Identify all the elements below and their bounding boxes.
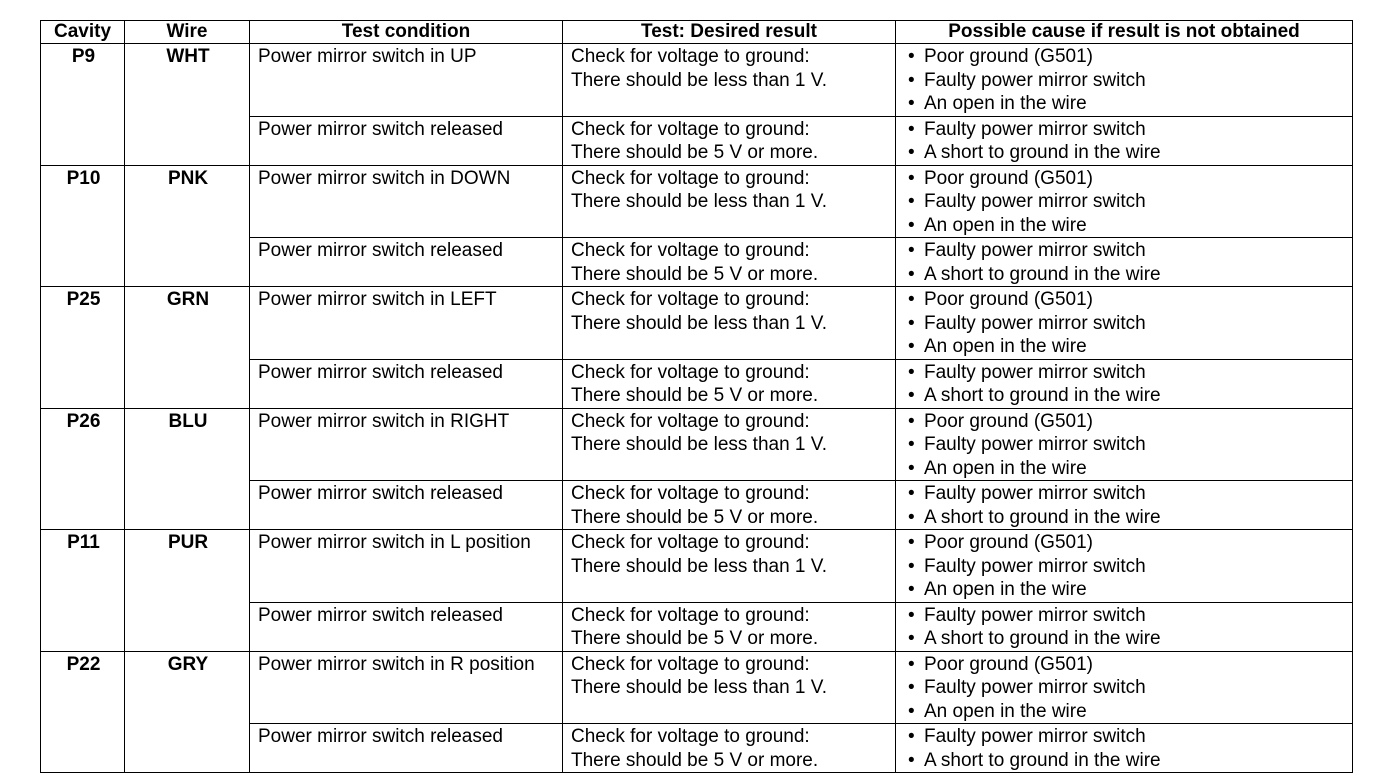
result-instruction: Check for voltage to ground: bbox=[571, 483, 810, 504]
header-test-condition: Test condition bbox=[250, 21, 563, 44]
result-instruction: Check for voltage to ground: bbox=[571, 46, 810, 67]
result-expectation: There should be 5 V or more. bbox=[571, 142, 819, 163]
cause-list bbox=[904, 167, 1346, 238]
table-row bbox=[41, 408, 1353, 481]
result-expectation: There should be less than 1 V. bbox=[571, 434, 827, 455]
desired-result-cell bbox=[563, 481, 896, 530]
cause-item: • A short to ground in the wire bbox=[904, 627, 1346, 651]
cause-item: • Poor ground (G501) bbox=[904, 167, 1346, 191]
test-condition-cell: Power mirror switch in L position bbox=[250, 530, 563, 603]
cause-item: • Faulty power mirror switch bbox=[904, 239, 1346, 263]
possible-cause-cell bbox=[896, 724, 1353, 773]
cause-item: • A short to ground in the wire bbox=[904, 384, 1346, 408]
cause-item: • An open in the wire bbox=[904, 700, 1346, 724]
table-row bbox=[41, 530, 1353, 603]
possible-cause-cell bbox=[896, 602, 1353, 651]
cause-list bbox=[904, 410, 1346, 481]
desired-result-cell bbox=[563, 165, 896, 238]
cause-item: • An open in the wire bbox=[904, 92, 1346, 116]
cause-list bbox=[904, 725, 1346, 772]
wire-color-cell: WHT bbox=[125, 44, 250, 166]
possible-cause-cell bbox=[896, 44, 1353, 117]
cause-item: • Faulty power mirror switch bbox=[904, 604, 1346, 628]
result-instruction: Check for voltage to ground: bbox=[571, 726, 810, 747]
troubleshooting-table bbox=[40, 20, 1353, 773]
table-row bbox=[41, 44, 1353, 117]
cause-item: • Poor ground (G501) bbox=[904, 653, 1346, 677]
cause-item: • An open in the wire bbox=[904, 457, 1346, 481]
desired-result-cell bbox=[563, 651, 896, 724]
cavity-cell: P26 bbox=[41, 408, 125, 530]
possible-cause-cell bbox=[896, 408, 1353, 481]
cause-item: • A short to ground in the wire bbox=[904, 749, 1346, 773]
cause-list bbox=[904, 482, 1346, 529]
cause-item: • Faulty power mirror switch bbox=[904, 555, 1346, 579]
possible-cause-cell bbox=[896, 651, 1353, 724]
desired-result-cell bbox=[563, 530, 896, 603]
desired-result-cell bbox=[563, 238, 896, 287]
cause-item: • Faulty power mirror switch bbox=[904, 725, 1346, 749]
table-row bbox=[41, 165, 1353, 238]
cause-item: • Faulty power mirror switch bbox=[904, 361, 1346, 385]
cavity-cell: P22 bbox=[41, 651, 125, 773]
possible-cause-cell bbox=[896, 481, 1353, 530]
result-expectation: There should be less than 1 V. bbox=[571, 555, 827, 577]
troubleshooting-table-container bbox=[40, 20, 1353, 773]
cause-item: • Poor ground (G501) bbox=[904, 531, 1346, 555]
cause-item: • Faulty power mirror switch bbox=[904, 312, 1346, 336]
desired-result-cell bbox=[563, 44, 896, 117]
cause-item: • Faulty power mirror switch bbox=[904, 676, 1346, 700]
cause-list bbox=[904, 45, 1346, 116]
test-condition-cell: Power mirror switch released bbox=[250, 359, 563, 408]
cause-list bbox=[904, 118, 1346, 165]
result-expectation: There should be less than 1 V. bbox=[571, 312, 827, 334]
result-instruction: Check for voltage to ground: bbox=[571, 167, 810, 189]
cause-list bbox=[904, 531, 1346, 602]
cause-item: • Poor ground (G501) bbox=[904, 45, 1346, 69]
possible-cause-cell bbox=[896, 116, 1353, 165]
possible-cause-cell bbox=[896, 287, 1353, 360]
test-condition-cell: Power mirror switch in LEFT bbox=[250, 287, 563, 360]
wire-color-cell: GRN bbox=[125, 287, 250, 409]
cause-list bbox=[904, 239, 1346, 286]
possible-cause-cell bbox=[896, 238, 1353, 287]
wire-color-cell: PUR bbox=[125, 530, 250, 652]
cavity-cell: P10 bbox=[41, 165, 125, 287]
test-condition-cell: Power mirror switch released bbox=[250, 238, 563, 287]
table-row bbox=[41, 651, 1353, 724]
possible-cause-cell bbox=[896, 359, 1353, 408]
cause-item: • An open in the wire bbox=[904, 335, 1346, 359]
cause-item: • Poor ground (G501) bbox=[904, 410, 1346, 434]
result-expectation: There should be 5 V or more. bbox=[571, 385, 819, 406]
cause-item: • A short to ground in the wire bbox=[904, 263, 1346, 287]
cause-item: • An open in the wire bbox=[904, 214, 1346, 238]
result-instruction: Check for voltage to ground: bbox=[571, 532, 810, 553]
test-condition-cell: Power mirror switch released bbox=[250, 602, 563, 651]
result-instruction: Check for voltage to ground: bbox=[571, 604, 810, 626]
desired-result-cell bbox=[563, 408, 896, 481]
cause-item: • Poor ground (G501) bbox=[904, 288, 1346, 312]
cause-item: • A short to ground in the wire bbox=[904, 141, 1346, 165]
test-condition-cell: Power mirror switch released bbox=[250, 724, 563, 773]
test-condition-cell: Power mirror switch in R position bbox=[250, 651, 563, 724]
wire-color-cell: BLU bbox=[125, 408, 250, 530]
header-wire: Wire bbox=[125, 21, 250, 44]
result-instruction: Check for voltage to ground: bbox=[571, 361, 810, 383]
result-expectation: There should be 5 V or more. bbox=[571, 263, 819, 285]
cause-item: • Faulty power mirror switch bbox=[904, 482, 1346, 506]
header-row bbox=[41, 21, 1353, 44]
desired-result-cell bbox=[563, 602, 896, 651]
wire-color-cell: PNK bbox=[125, 165, 250, 287]
cause-list bbox=[904, 288, 1346, 359]
test-condition-cell: Power mirror switch in RIGHT bbox=[250, 408, 563, 481]
table-row bbox=[41, 287, 1353, 360]
cavity-cell: P9 bbox=[41, 44, 125, 166]
result-instruction: Check for voltage to ground: bbox=[571, 118, 810, 140]
cause-list bbox=[904, 653, 1346, 724]
header-cavity: Cavity bbox=[41, 21, 125, 44]
header-desired-result: Test: Desired result bbox=[563, 21, 896, 44]
desired-result-cell bbox=[563, 287, 896, 360]
header-possible-cause: Possible cause if result is not obtained bbox=[896, 21, 1353, 44]
cause-item: • Faulty power mirror switch bbox=[904, 190, 1346, 214]
cavity-cell: P11 bbox=[41, 530, 125, 652]
result-expectation: There should be less than 1 V. bbox=[571, 69, 827, 91]
result-instruction: Check for voltage to ground: bbox=[571, 240, 810, 261]
test-condition-cell: Power mirror switch released bbox=[250, 116, 563, 165]
desired-result-cell bbox=[563, 724, 896, 773]
result-expectation: There should be 5 V or more. bbox=[571, 506, 819, 528]
cause-item: • Faulty power mirror switch bbox=[904, 118, 1346, 142]
result-expectation: There should be less than 1 V. bbox=[571, 677, 827, 698]
cause-item: • Faulty power mirror switch bbox=[904, 69, 1346, 93]
possible-cause-cell bbox=[896, 530, 1353, 603]
cause-item: • A short to ground in the wire bbox=[904, 506, 1346, 530]
result-expectation: There should be less than 1 V. bbox=[571, 191, 827, 212]
test-condition-cell: Power mirror switch in DOWN bbox=[250, 165, 563, 238]
result-expectation: There should be 5 V or more. bbox=[571, 628, 819, 649]
result-expectation: There should be 5 V or more. bbox=[571, 749, 819, 771]
desired-result-cell bbox=[563, 116, 896, 165]
cause-list bbox=[904, 604, 1346, 651]
result-instruction: Check for voltage to ground: bbox=[571, 289, 810, 310]
table-body bbox=[41, 44, 1353, 773]
test-condition-cell: Power mirror switch in UP bbox=[250, 44, 563, 117]
result-instruction: Check for voltage to ground: bbox=[571, 653, 810, 675]
desired-result-cell bbox=[563, 359, 896, 408]
result-instruction: Check for voltage to ground: bbox=[571, 410, 810, 432]
test-condition-cell: Power mirror switch released bbox=[250, 481, 563, 530]
cavity-cell: P25 bbox=[41, 287, 125, 409]
cause-list bbox=[904, 361, 1346, 408]
wire-color-cell: GRY bbox=[125, 651, 250, 773]
possible-cause-cell bbox=[896, 165, 1353, 238]
cause-item: • Faulty power mirror switch bbox=[904, 433, 1346, 457]
cause-item: • An open in the wire bbox=[904, 578, 1346, 602]
